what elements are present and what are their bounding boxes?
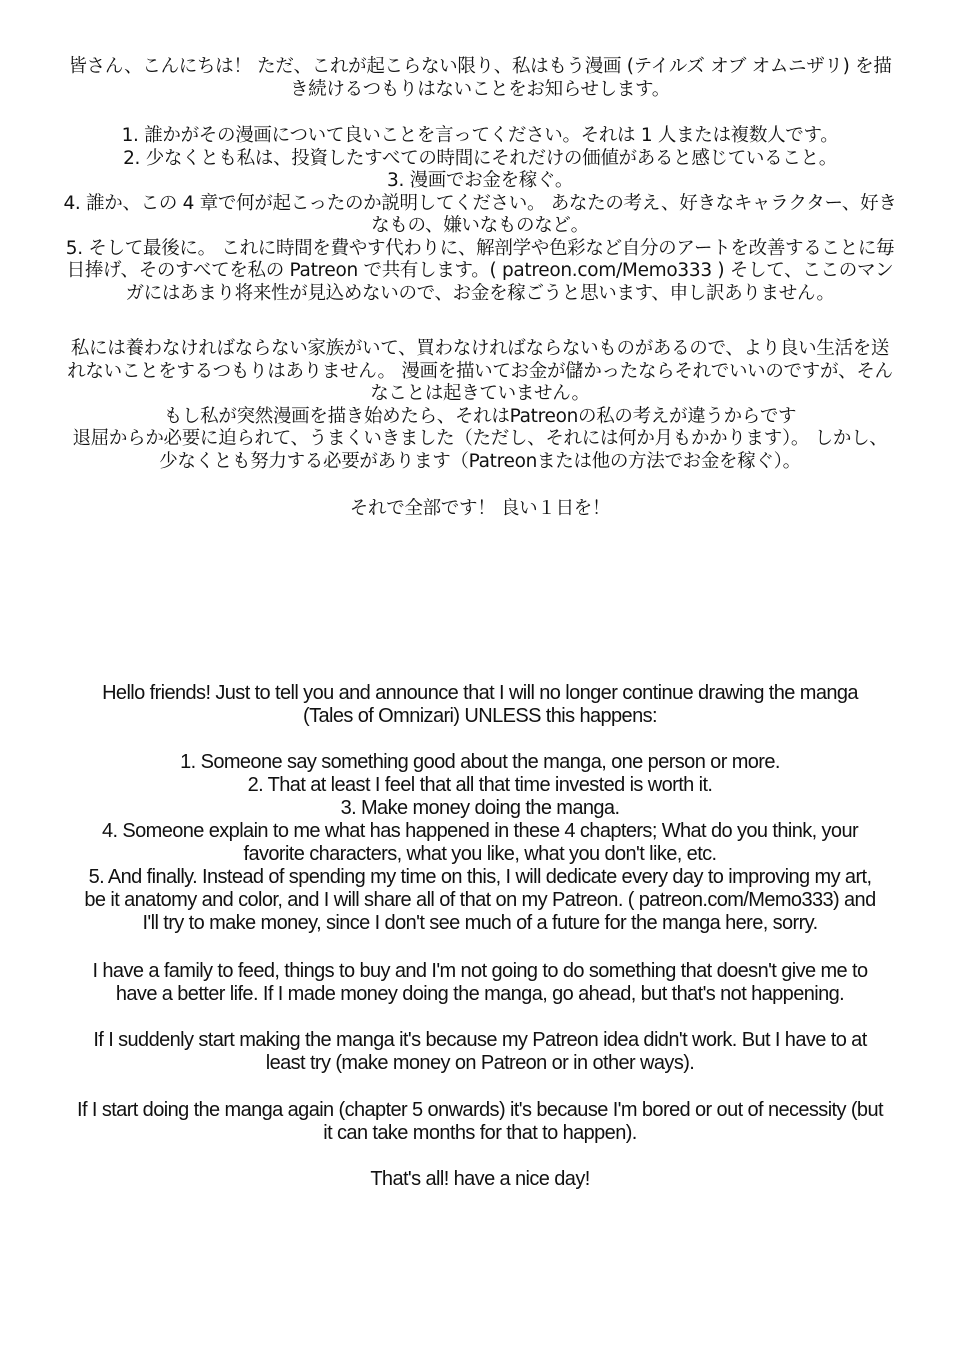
en-list-item: 4. Someone explain to me what has happened in these 4 chapters; What do you think, your [101,820,859,842]
jp-family-line: れないことをするつもりはありません。 漫画を描いてお金が儲かったならそれでいいのですが、そん [67,360,893,382]
en-again-line: If I start doing the manga again (chapter 5 onwards) it's because I'm bored or out of necessity (but [77,1099,883,1121]
en-list-item: 1. Someone say something good about the manga, one person or more. [180,751,780,773]
en-family-line: I have a family to feed, things to buy and I'm not going to do something that doesn't give me to [92,960,868,982]
jp-closing-line: それで全部です！ 良い１日を！ [349,498,611,519]
en-patreon-line: If I suddenly start making the manga it's because my Patreon idea didn't work. But I have to at [93,1029,867,1051]
jp-intro [40,56,920,101]
en-again-line: it can take months for that to happen). [323,1122,637,1144]
en-again-paragraph [40,1099,920,1145]
jp-list-item: 3. 漫画でお金を稼ぐ。 [386,170,574,191]
jp-intro-line: き続けるつもりはないことをお知らせします。 [290,78,670,100]
en-intro-line: Hello friends! Just to tell you and announce that I will no longer continue drawing the manga [102,682,858,704]
en-list-item: 3. Make money doing the manga. [340,797,620,819]
en-list-item: 2. That at least I feel that all that time invested is worth it. [247,774,713,796]
en-list-item: 5. And finally. Instead of spending my time on this, I will dedicate every day to improving my art, [88,866,872,888]
en-closing-line: That's all! have a nice day! [370,1168,590,1190]
en-closing [40,1168,920,1191]
jp-closing [40,498,920,521]
en-intro [40,682,920,728]
en-family-line: have a better life. If I made money doing the manga, go ahead, but that's not happening. [115,983,845,1005]
jp-list-item: 4. 誰か、この 4 章で何が起こったのか説明してください。 あなたの考え、好きなキャラクター、好き [63,192,897,214]
jp-list-item: 1. 誰かがその漫画について良いことを言ってください。それは 1 人または複数人です。 [121,125,839,146]
en-intro-line: (Tales of Omnizari) UNLESS this happens: [303,705,657,727]
en-patreon-paragraph [40,1029,920,1075]
jp-family-line: 少なくとも努力する必要があります（Patreonまたは他の方法でお金を稼ぐ）。 [159,450,801,472]
en-family-paragraph [40,960,920,1006]
jp-list-item: なもの、嫌いなものなど。 [371,215,589,236]
jp-intro-line: 皆さん、こんにちは！ ただ、これが起こらない限り、私はもう漫画 (テイルズ オブ オムニザリ) を描 [68,56,892,77]
jp-list-item: 日捧げ、そのすべてを私の Patreon で共有します。( patreon.com/Memo333 ) そして、ここのマン [66,260,894,281]
en-list-item: favorite characters, what you like, what you don't like, etc. [243,843,717,865]
jp-family-line: もし私が突然漫画を描き始めたら、それはPatreonの私の考えが違うからです [163,405,797,427]
jp-conditions-list [40,125,920,305]
jp-family-line: 私には養わなければならない家族がいて、買わなければならないものがあるので、より良い生活を送 [70,338,890,359]
en-conditions-list [40,751,920,935]
jp-family-line: 退屈からか必要に迫られて、うまくいきました（ただし、それには何か月もかかります）。 しかし、 [72,428,888,449]
en-list-item: I'll try to make money, since I don't see much of a future for the manga here, sorry. [142,912,818,934]
jp-family-paragraph [40,338,920,473]
jp-list-item: 5. そして最後に。 これに時間を費やす代わりに、解剖学や色彩など自分のアートを改善することに毎 [65,237,895,259]
jp-list-item: ガにはあまり将来性が見込めないので、お金を稼ごうと思います、申し訳ありません。 [125,282,835,304]
jp-family-line: なことは起きていません。 [370,383,590,404]
en-list-item: be it anatomy and color, and I will share all of that on my Patreon. ( patreon.com/Memo333) and [84,889,876,911]
en-patreon-line: least try (make money on Patreon or in other ways). [265,1052,695,1074]
jp-list-item: 2. 少なくとも私は、投資したすべての時間にそれだけの価値があると感じていること。 [123,147,837,169]
